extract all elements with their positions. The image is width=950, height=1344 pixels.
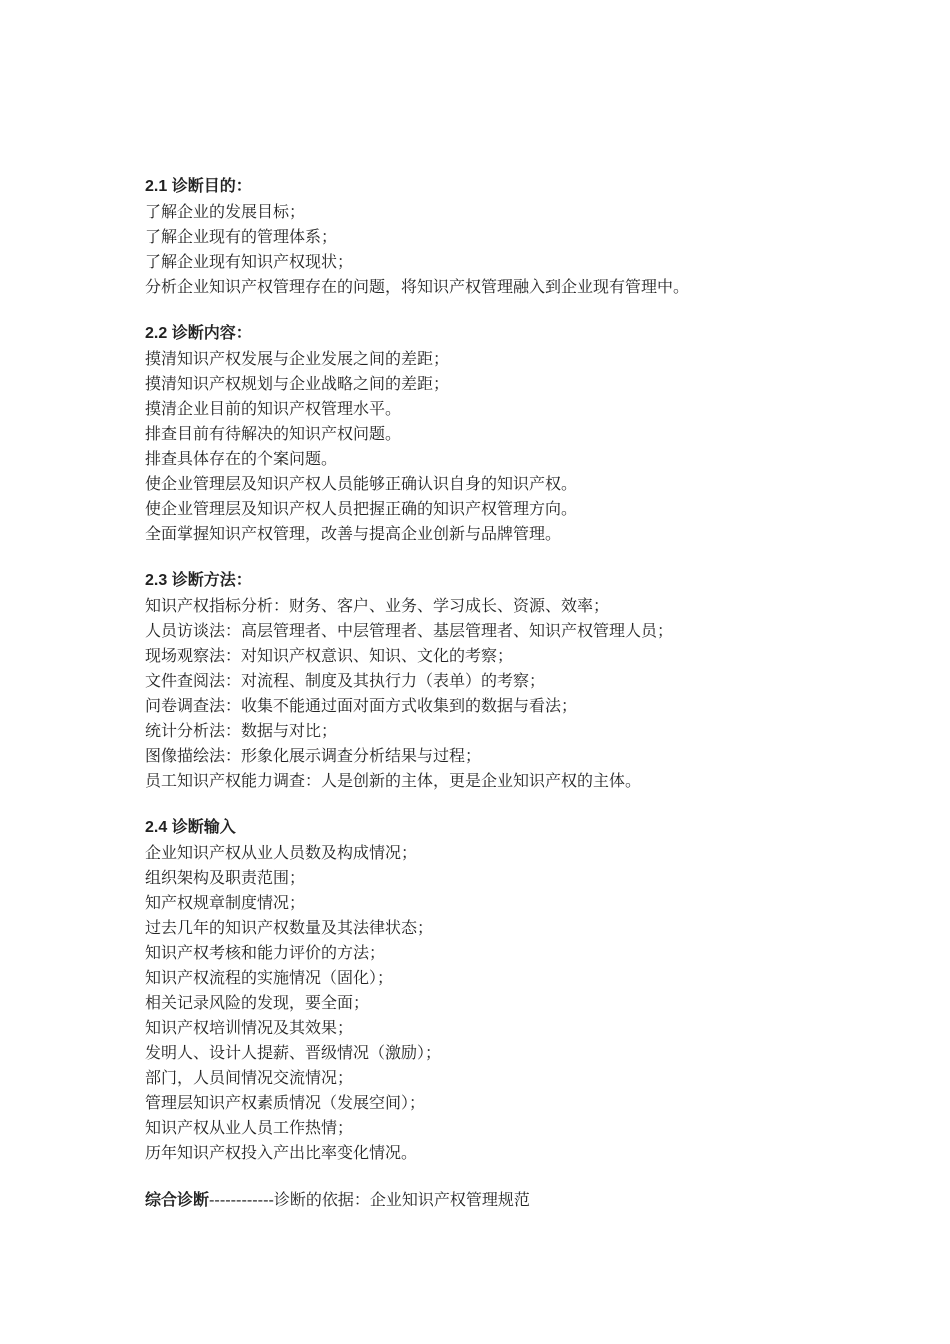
list-item: 相关记录风险的发现，要全面； [145, 993, 370, 1012]
section-diagnosis-methods [145, 569, 845, 793]
section-diagnosis-content [145, 322, 845, 546]
section-heading: 2.3 诊断方法： [145, 572, 252, 589]
list-item: 员工知识产权能力调查：人是创新的主体，更是企业知识产权的主体。 [145, 771, 642, 790]
list-item: 过去几年的知识产权数量及其法律状态； [145, 918, 434, 937]
list-item: 了解企业现有知识产权现状； [145, 252, 354, 271]
list-item: 文件查阅法：对流程、制度及其执行力（表单）的考察； [145, 671, 546, 690]
section-heading: 2.1 诊断目的： [145, 178, 252, 195]
list-item: 问卷调查法：收集不能通过面对面方式收集到的数据与看法； [145, 696, 578, 715]
list-item: 排查目前有待解决的知识产权问题。 [145, 424, 402, 443]
section-diagnosis-purpose [145, 175, 845, 299]
list-item: 统计分析法：数据与对比； [145, 721, 338, 740]
summary-title: 综合诊断 [145, 1192, 210, 1209]
list-item: 历年知识产权投入产出比率变化情况。 [145, 1143, 418, 1162]
list-item: 图像描绘法：形象化展示调查分析结果与过程； [145, 746, 482, 765]
list-item: 知识产权指标分析：财务、客户、业务、学习成长、资源、效率； [145, 596, 610, 615]
list-item: 知识产权流程的实施情况（固化）； [145, 968, 394, 987]
list-item: 了解企业现有的管理体系； [145, 227, 338, 246]
list-item: 知识产权从业人员工作热情； [145, 1118, 354, 1137]
list-item: 知产权规章制度情况； [145, 893, 306, 912]
list-item: 分析企业知识产权管理存在的问题，将知识产权管理融入到企业现有管理中。 [145, 277, 690, 296]
list-item: 摸清企业目前的知识产权管理水平。 [145, 399, 402, 418]
document-body [145, 175, 845, 1213]
list-item: 现场观察法：对知识产权意识、知识、文化的考察； [145, 646, 514, 665]
summary-separator: ------------ [209, 1190, 274, 1209]
list-item: 使企业管理层及知识产权人员把握正确的知识产权管理方向。 [145, 499, 578, 518]
list-item: 部门，人员间情况交流情况； [145, 1068, 354, 1087]
list-item: 了解企业的发展目标； [145, 202, 306, 221]
list-item: 组织架构及职责范围； [145, 868, 306, 887]
list-item: 人员访谈法：高层管理者、中层管理者、基层管理者、知识产权管理人员； [145, 621, 674, 640]
list-item: 知识产权培训情况及其效果； [145, 1018, 354, 1037]
list-item: 企业知识产权从业人员数及构成情况； [145, 843, 418, 862]
list-item: 排查具体存在的个案问题。 [145, 449, 338, 468]
section-diagnosis-input [145, 816, 845, 1165]
section-heading: 2.2 诊断内容： [145, 325, 252, 342]
list-item: 知识产权考核和能力评价的方法； [145, 943, 386, 962]
list-item: 管理层知识产权素质情况（发展空间）； [145, 1093, 426, 1112]
section-heading: 2.4 诊断输入 [145, 819, 236, 836]
list-item: 发明人、设计人提薪、晋级情况（激励）； [145, 1043, 442, 1062]
list-item: 摸清知识产权规划与企业战略之间的差距； [145, 374, 450, 393]
summary-text: 诊断的依据：企业知识产权管理规范 [273, 1190, 530, 1209]
list-item: 使企业管理层及知识产权人员能够正确认识自身的知识产权。 [145, 474, 578, 493]
list-item: 全面掌握知识产权管理，改善与提高企业创新与品牌管理。 [145, 524, 562, 543]
list-item: 摸清知识产权发展与企业发展之间的差距； [145, 349, 450, 368]
summary-line [145, 1188, 845, 1213]
